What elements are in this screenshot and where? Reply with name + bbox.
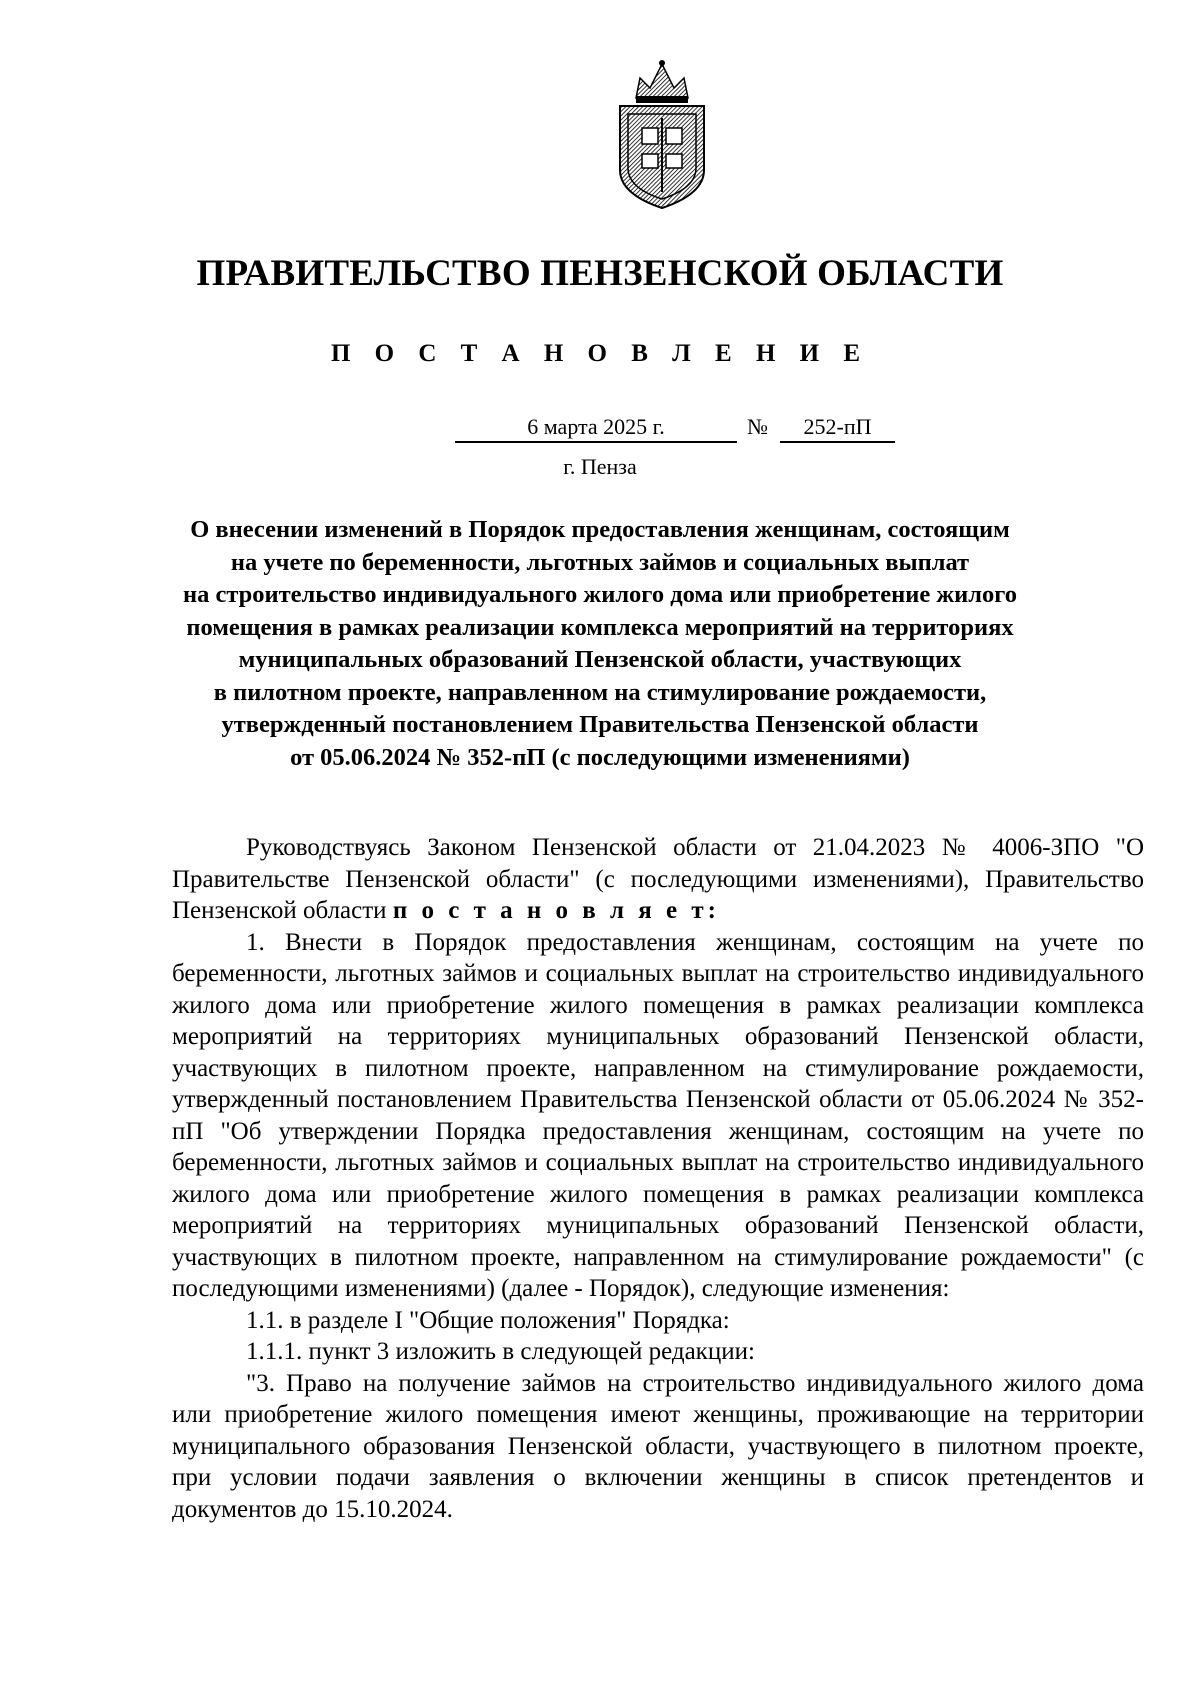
item-1-paragraph: 1. Внести в Порядок предоставления женщинам, состоящим на учете по беременности, льготных займов и социальных выплат на строительство индивидуального жилого дома или приобретение жилого помещения в рамках реализации комплекса мероприятий на территориях муниципальных образований Пензенской области, участвующих в пилотном проекте, направленном на стимулирование рождаемости, утвержденный постановлением Правительства Пензенской области от 05.06.2024 № 352-пП "Об утверждении Порядка предоставления женщинам, состоящим на учете по беременности, льготных займов и социальных выплат на строительство индивидуального жилого дома или приобретение жилого помещения в рамках реализации комплекса мероприятий на территориях муниципальных образований Пензенской области, участвующих в пилотном проекте, направленном на стимулирование рождаемости" (с последующими изменениями) (далее - Порядок), следующие изменения: <box>172 928 1144 1302</box>
subject-line: помещения в рамках реализации комплекса мероприятий на территориях <box>186 613 1014 641</box>
item-1-1-paragraph: 1.1. в разделе I "Общие положения" Порядка: <box>246 1306 730 1334</box>
subject-line: на строительство индивидуального жилого дома или приобретение жилого <box>182 581 1018 608</box>
decree-subject <box>150 514 1050 774</box>
document-type: П О С Т А Н О В Л Е Н И Е <box>330 340 870 367</box>
subject-line: на учете по беременности, льготных займов и социальных выплат <box>230 548 970 576</box>
preamble-text: Руководствуясь Законом Пензенской области от 21.04.2023 № 4006-ЗПО "О Правительстве Пензенской области" (с последующими изменениями), Правительство Пензенской области <box>172 834 1144 924</box>
date-number-line <box>0 414 1200 448</box>
subject-line: утвержденный постановлением Правительства Пензенской области <box>221 711 979 738</box>
item-1-1-1-paragraph: 1.1.1. пункт 3 изложить в следующей редакции: <box>246 1338 755 1365</box>
government-title: ПРАВИТЕЛЬСТВО ПЕНЗЕНСКОЙ ОБЛАСТИ <box>196 253 1004 294</box>
subject-line: в пилотном проекте, направленном на стимулирование рождаемости, <box>213 678 987 706</box>
decree-body <box>172 832 1144 1525</box>
resolves-word: п о с т а н о в л я е т: <box>392 897 721 924</box>
preamble-paragraph <box>172 832 1144 927</box>
coat-of-arms-emblem <box>606 58 718 210</box>
subject-line: О внесении изменений в Порядок предоставления женщинам, состоящим <box>190 516 1010 543</box>
city: г. Пенза <box>563 454 637 479</box>
item-3-quote-paragraph: "3. Право на получение займов на строительство индивидуального жилого дома или приобретение жилого помещения имеют женщины, проживающие на территории муниципального образования Пензенской области, участвующего в пилотном проекте, при условии подачи заявления о включении женщины в список претендентов и документов до 15.10.2024. <box>172 1369 1144 1523</box>
subject-line: от 05.06.2024 № 352-пП (с последующими изменениями) <box>290 743 910 771</box>
decree-number: 252-пП <box>780 414 895 443</box>
decree-date: 6 марта 2025 г. <box>455 414 737 443</box>
number-sign: № <box>747 414 768 439</box>
coat-of-arms-icon <box>606 58 718 210</box>
subject-line: муниципальных образований Пензенской области, участвующих <box>238 646 962 673</box>
